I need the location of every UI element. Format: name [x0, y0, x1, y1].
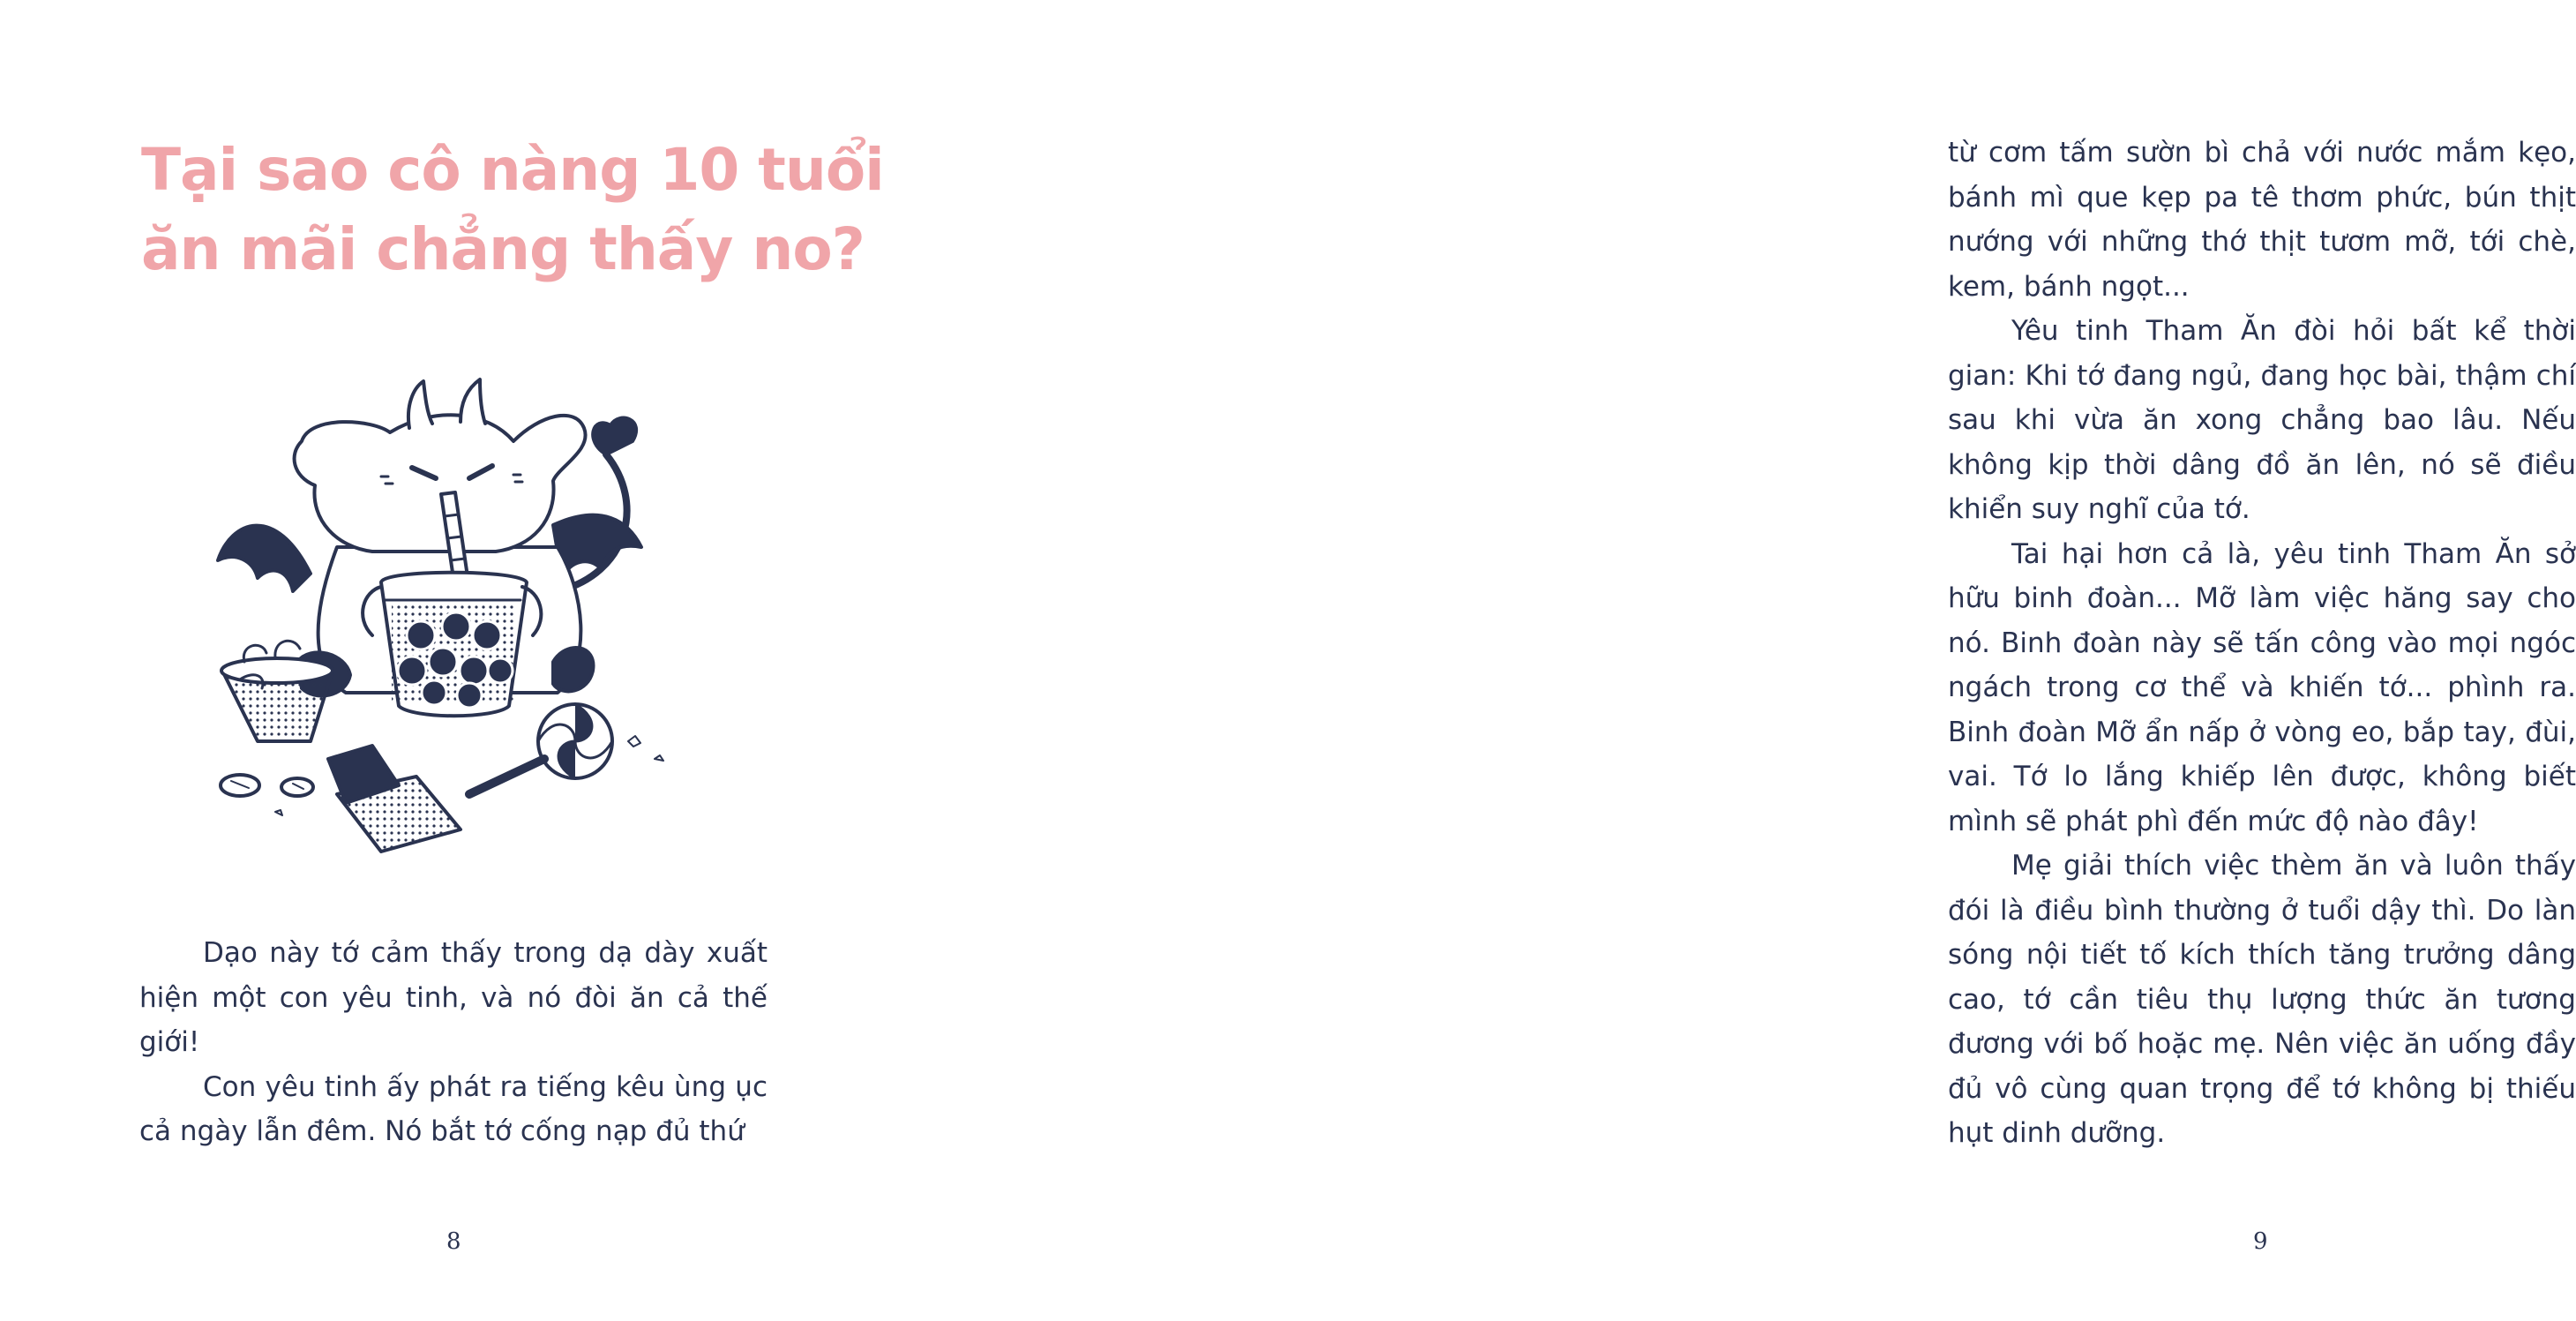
continued-paragraph: từ cơm tấm sườn bì chả với nước mắm kẹo, bánh mì que kẹp pa tê thơm phức, bún thịt nướng với những thớ thịt tươm mỡ, tới chè, kem, bánh ngọt...	[1948, 137, 2576, 303]
left-wing	[218, 526, 311, 591]
left-horn	[408, 381, 432, 428]
paragraph: Yêu tinh Tham Ăn đòi hỏi bất kể thời gian: Khi tớ đang ngủ, đang học bài, thậm chí sau khi vừa ăn xong chẳng bao lâu. Nếu không kịp thời dâng đồ ăn lên, nó sẽ điều khiển suy nghĩ của tớ.	[1948, 315, 2576, 525]
chapter-title	[141, 131, 884, 289]
paragraph: Tai hại hơn cả là, yêu tinh Tham Ăn sở hữu binh đoàn... Mỡ làm việc hăng say cho nó. Binh đoàn này sẽ tấn công vào mọi ngóc ngách trong cơ thể và khiến tớ... phình ra. Binh đoàn Mỡ ẩn nấp ở vòng eo, bắp tay, đùi, vai. Tớ lo lắng khiếp lên được, không biết mình sẽ phát phì đến mức độ nào đây!	[1948, 537, 2576, 837]
paragraph: Con yêu tinh ấy phát ra tiếng kêu ùng ục cả ngày lẫn đêm. Nó bắt tớ cống nạp đủ thứ	[139, 1070, 768, 1147]
paragraph: Mẹ giải thích việc thèm ăn và luôn thấy đói là điều bình thường ở tuổi dậy thì. Do làn sóng nội tiết tố kích thích tăng trưởng dâng cao, tớ cần tiêu thụ lượng thức ăn tương đương với bố hoặc mẹ. Nên việc ăn uống đầy đủ vô cùng quan trọng để tớ không bị thiếu hụt dinh dưỡng.	[1948, 850, 2576, 1149]
left-body-text	[139, 931, 768, 1154]
page-number-left: 8	[446, 1228, 461, 1255]
page-number-right: 9	[2253, 1228, 2268, 1255]
chapter-title-line-1: Tại sao cô nàng 10 tuổi	[141, 136, 884, 204]
paragraph: Dạo này tớ cảm thấy trong dạ dày xuất hiện một con yêu tinh, và nó đòi ăn cả thế giới!	[139, 937, 768, 1058]
lollipop-stick	[469, 759, 544, 794]
chapter-title-line-2: ăn mãi chẳng thấy no?	[141, 215, 865, 283]
monster-head	[295, 415, 586, 552]
right-foot	[553, 648, 593, 691]
tail-tip	[593, 418, 636, 454]
right-page	[903, 0, 2576, 1321]
right-body-text	[1948, 131, 2576, 1156]
left-page	[0, 0, 903, 1321]
right-horn	[461, 379, 485, 424]
greedy-monster-with-bubble-tea-icon	[205, 371, 699, 847]
